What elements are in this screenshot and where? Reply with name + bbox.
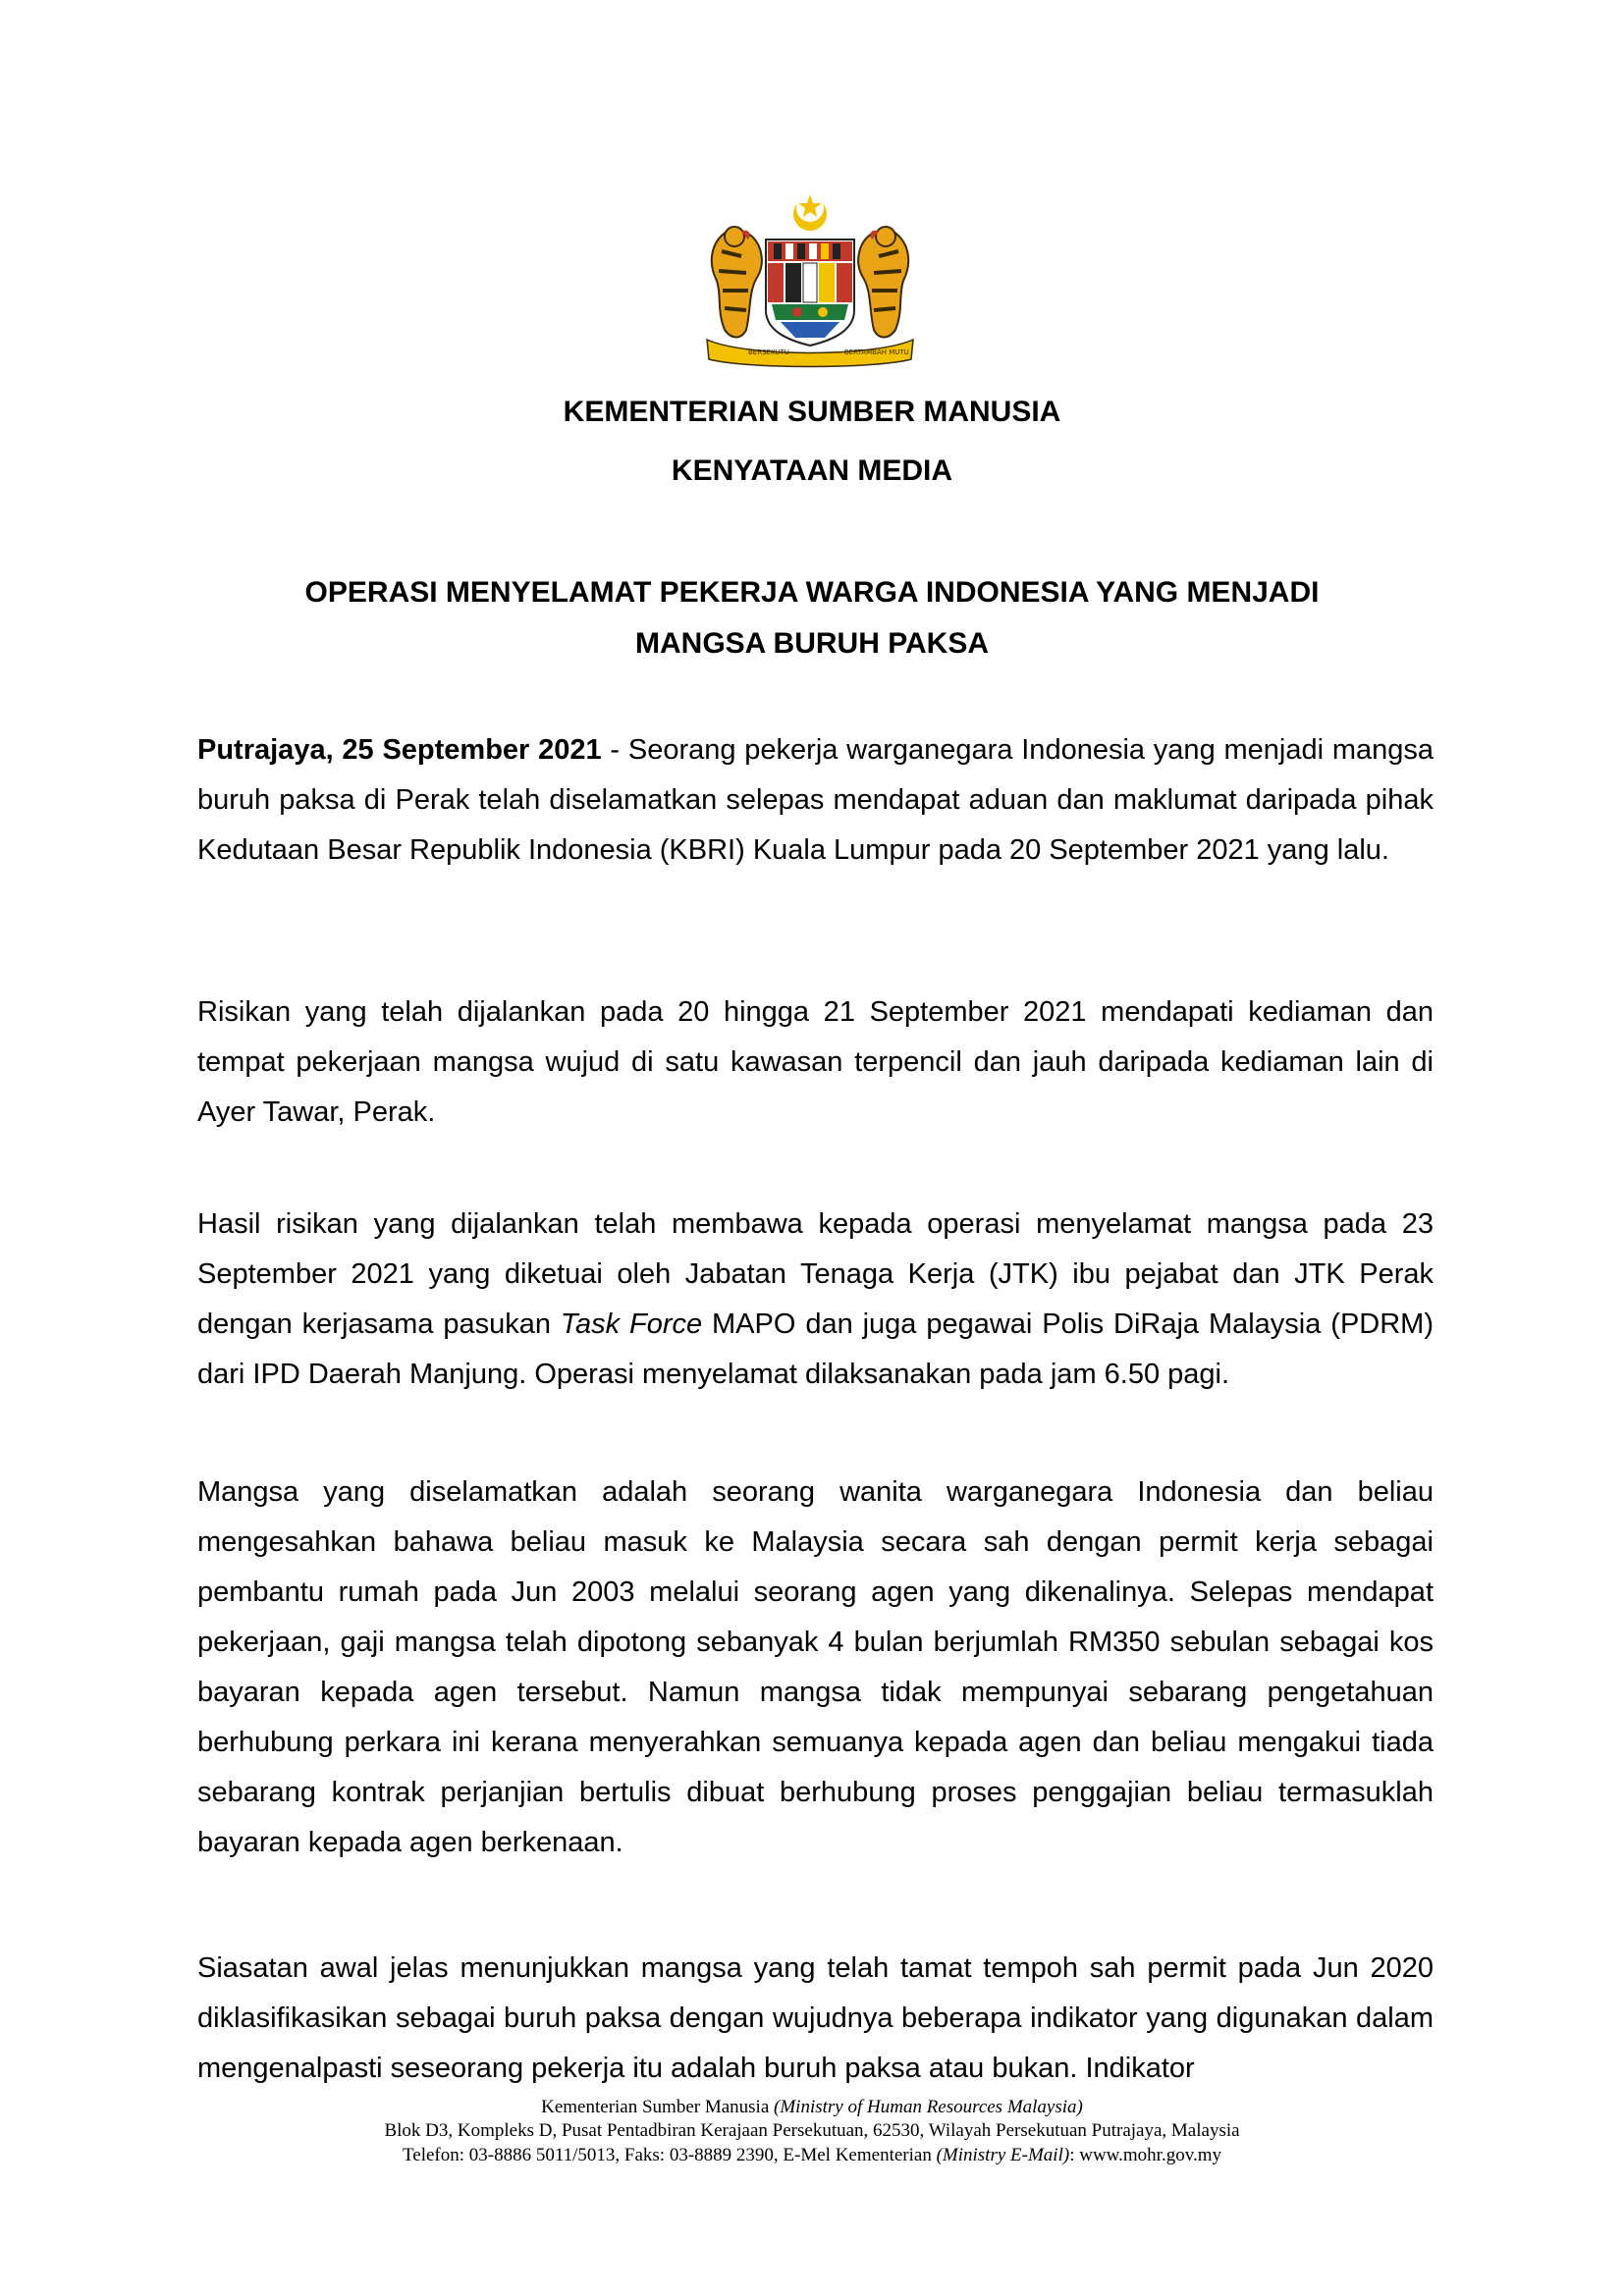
footer-website[interactable]: : www.mohr.gov.my [1069,2145,1221,2165]
coat-of-arms-emblem [687,192,933,369]
footer-line-1 [0,2096,1624,2119]
footer-address: Blok D3, Kompleks D, Pusat Pentadbiran Kerajaan Persekutuan, 62530, Wilayah Persekutuan Putrajaya, Malaysia [384,2120,1240,2141]
footer-email-label: (Ministry E-Mail) [936,2145,1070,2165]
paragraph-1-text: - Seorang pekerja warganegara Indonesia yang menjadi mangsa buruh paksa di Perak telah diselamatkan selepas mendapat aduan dan maklumat daripada pihak Kedutaan Besar Republik Indonesia (KBRI) Kuala Lumpur pada 20 September 2021 yang lalu. [197,734,1434,866]
footer-contact-text: Telefon: 03-8886 5011/5013, Faks: 03-8889 2390, E-Mel Kementerian [402,2145,937,2165]
footer-ministry-english: (Ministry of Human Resources Malaysia) [774,2097,1083,2117]
document-type-heading: KENYATAAN MEDIA [671,454,953,487]
shield-icon [766,240,854,346]
paragraph-2: Risikan yang telah dijalankan pada 20 hingga 21 September 2021 mendapati kediaman dan tempat pekerjaan mangsa wujud di satu kawasan terpencil dan jauh daripada kediaman lain di Ayer Tawar, Perak. [197,996,1434,1128]
motto-left-text: BERSEKUTU [748,348,789,356]
motto-right-text: BERTAMBAH MUTU [844,348,909,356]
title-line-2: MANGSA BURUH PAKSA [635,627,989,660]
paragraph-1 [197,725,1434,876]
paragraph-3-text-b: MAPO dan juga pegawai Polis DiRaja Malaysia (PDRM) dari IPD Daerah Manjung. Operasi menyelamat dilaksanakan pada jam 6.50 pagi. [197,1308,1434,1390]
left-tiger-icon [712,227,762,338]
crescent-star-icon [793,194,827,231]
paragraph-5: Siasatan awal jelas menunjukkan mangsa yang telah tamat tempoh sah permit pada Jun 2020 diklasifikasikan sebagai buruh paksa dengan wujudnya beberapa indikator yang digunakan dalam mengenalpasti seseorang pekerja itu adalah buruh paksa atau bukan. Indikator [197,1952,1434,2084]
paragraph-3 [197,1200,1434,1400]
ministry-heading: KEMENTERIAN SUMBER MANUSIA [563,396,1061,428]
press-release-title [0,567,1624,669]
paragraph-5-container [197,1944,1434,2094]
title-line-1: OPERASI MENYELAMAT PEKERJA WARGA INDONESIA YANG MENJADI [304,576,1320,609]
paragraph-4: Mangsa yang diselamatkan adalah seorang wanita warganegara Indonesia dan beliau mengesahkan bahawa beliau masuk ke Malaysia secara sah dengan permit kerja sebagai pembantu rumah pada Jun 2003 melalui seorang agen yang dikenalinya. Selepas mendapat pekerjaan, gaji mangsa telah dipotong sebanyak 4 bulan berjumlah RM350 sebulan sebagai kos bayaran kepada agen tersebut. Namun mangsa tidak mempunyai sebarang pengetahuan berhubung perkara ini kerana menyerahkan semuanya kepada agen dan beliau mengakui tiada sebarang kontrak perjanjian bertulis dibuat berhubung proses penggajian beliau termasuklah bayaran kepada agen berkenaan. [197,1476,1434,1858]
footer-ministry-name: Kementerian Sumber Manusia [541,2097,775,2117]
paragraph-3-italic: Task Force [560,1308,703,1340]
footer-contact [0,2144,1624,2167]
right-tiger-icon [858,227,908,338]
dateline: Putrajaya, 25 September 2021 [197,734,602,766]
paragraph-3-text-a: Hasil risikan yang dijalankan telah membawa kepada operasi menyelamat mangsa pada 23 September 2021 yang diketuai oleh Jabatan Tenaga Kerja (JTK) ibu pejabat dan JTK Perak dengan kerjasama pasukan [197,1208,1434,1340]
